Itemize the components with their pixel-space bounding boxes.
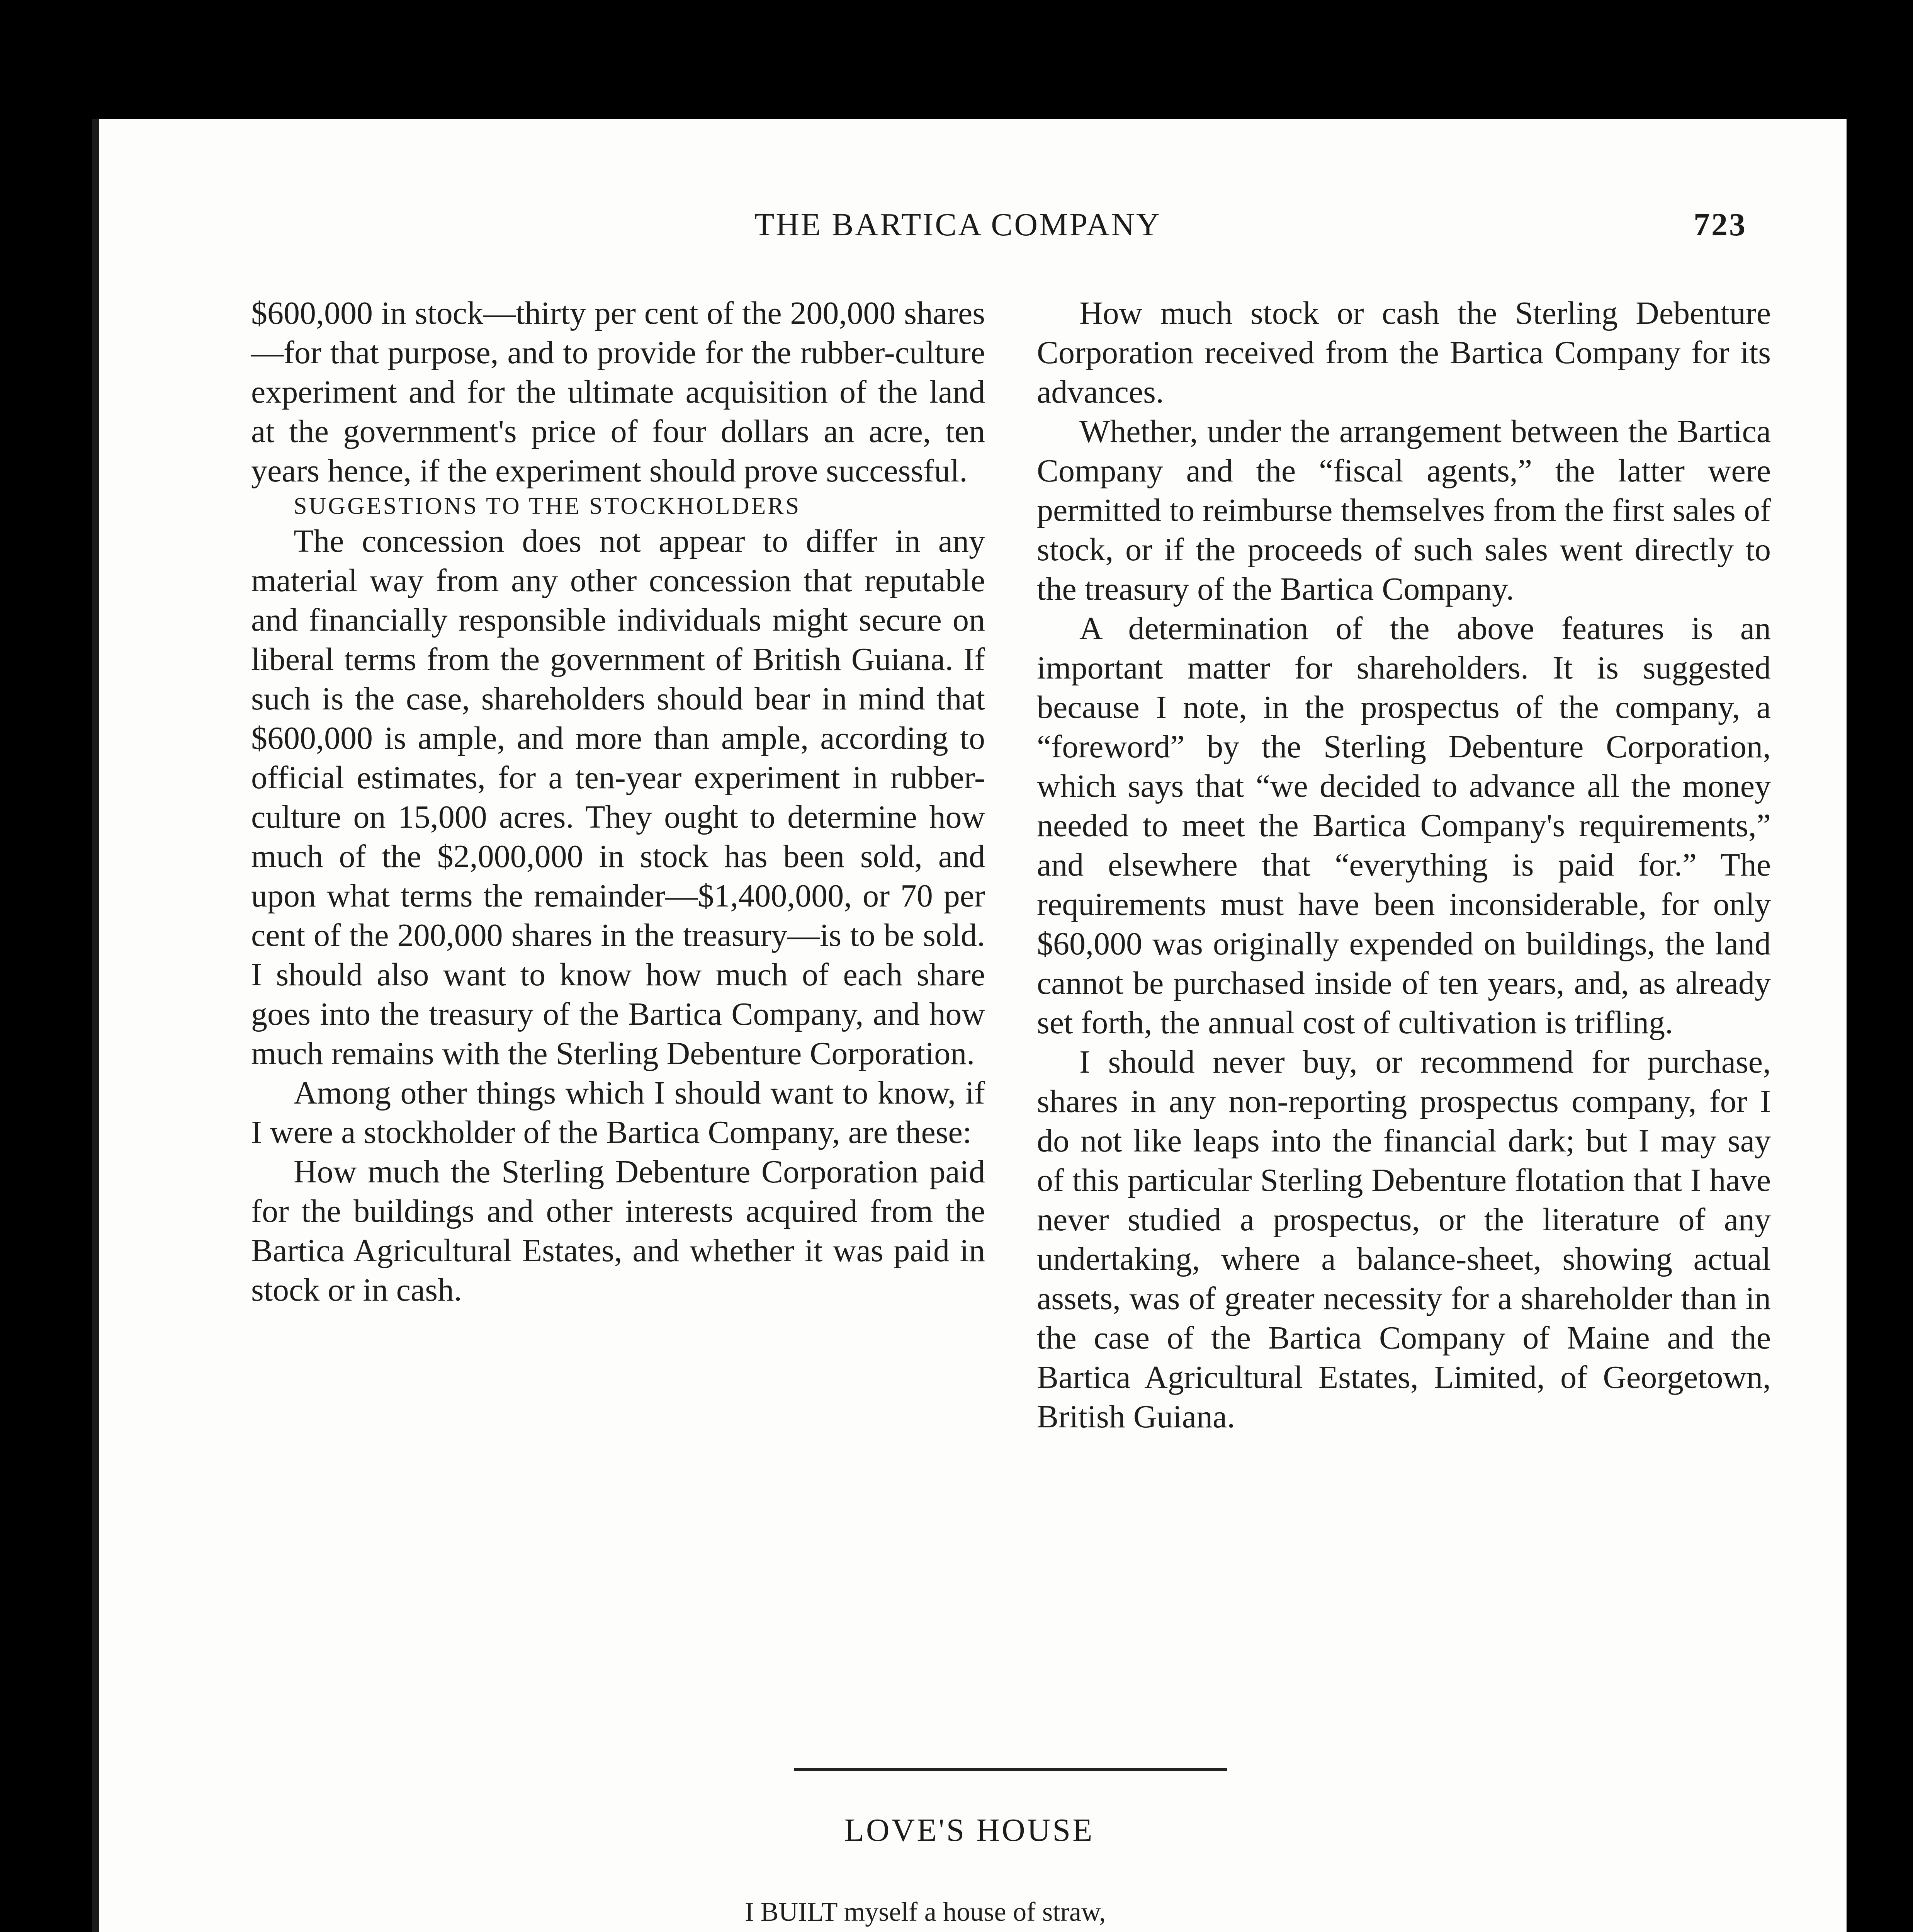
page-number: 723: [1694, 207, 1747, 243]
left-column: [251, 294, 985, 1310]
poem-stanza: [745, 1893, 1633, 1932]
page-binding-edge: [92, 119, 99, 1932]
running-head: [92, 206, 1847, 256]
right-column: [1037, 294, 1771, 1437]
paragraph: The concession does not appear to differ in any material way from any other concession that reputable and financially responsible individuals might secure on liberal terms from the government of British Guiana. If such is the case, shareholders should bear in mind that $600,000 is ample, and more than ample, according to official estimates, for a ten-year experiment in rubber-culture on 15,000 acres. They ought to determine how much of the $2,000,000 in stock has been sold, and upon what terms the remainder—$1,400,000, or 70 per cent of the 200,000 shares in the treasury—is to be sold. I should also want to know how much of each share goes into the treasury of the Bartica Company, and how much remains with the Sterling Debenture Corporation.: [251, 523, 985, 1071]
paragraph: Whether, under the arrangement between the Bartica Company and the “fiscal agents,” the latter were permitted to reimburse themselves from the first sales of stock, or if the proceeds of such sales went directly to the treasury of the Bartica Company.: [1037, 413, 1771, 607]
section-divider-rule: [794, 1768, 1227, 1771]
poem-body: [745, 1893, 1633, 1932]
paragraph: A determination of the above features is an important matter for shareholders. It is suggested because I note, in the prospectus of the company, a “foreword” by the Sterling Debenture Corporation, which says that “we decided to advance all the money needed to meet the Bartica Company's requirements,” and elsewhere that “everything is paid for.” The requirements must have been inconsiderable, for only $60,000 was originally expended on buildings, the land cannot be purchased inside of ten years, and, as already set forth, the annual cost of cultivation is trifling.: [1037, 611, 1771, 1041]
poem-line: I BUILT myself a house of straw,: [745, 1897, 1106, 1927]
paragraph: $600,000 in stock—thirty per cent of the 200,000 shares—for that purpose, and to provide for the rubber-culture experiment and for the ultimate acquisition of the land at the government's price of four dollars an acre, ten years hence, if the experiment should prove successful.: [251, 295, 985, 489]
running-title: THE BARTICA COMPANY: [754, 207, 1161, 243]
paragraph: Among other things which I should want to know, if I were a stockholder of the Bartica Company, are these:: [251, 1075, 985, 1150]
paragraph: How much the Sterling Debenture Corporation paid for the buildings and other interests acquired from the Bartica Agricultural Estates, and whether it was paid in stock or in cash.: [251, 1154, 985, 1308]
magazine-page: [92, 119, 1847, 1932]
poem-title: LOVE'S HOUSE: [844, 1812, 1094, 1848]
paragraph: How much stock or cash the Sterling Debenture Corporation received from the Bartica Company for its advances.: [1037, 295, 1771, 410]
paragraph: I should never buy, or recommend for purchase, shares in any non-reporting prospectus company, for I do not like leaps into the financial dark; but I may say of this particular Sterling Debenture flotation that I have never studied a prospectus, or the literature of any undertaking, where a balance-sheet, showing actual assets, was of greater necessity for a shareholder than in the case of the Bartica Company of Maine and the Bartica Agricultural Estates, Limited, of Georgetown, British Guiana.: [1037, 1044, 1771, 1435]
section-subheading: SUGGESTIONS TO THE STOCKHOLDERS: [294, 493, 801, 519]
